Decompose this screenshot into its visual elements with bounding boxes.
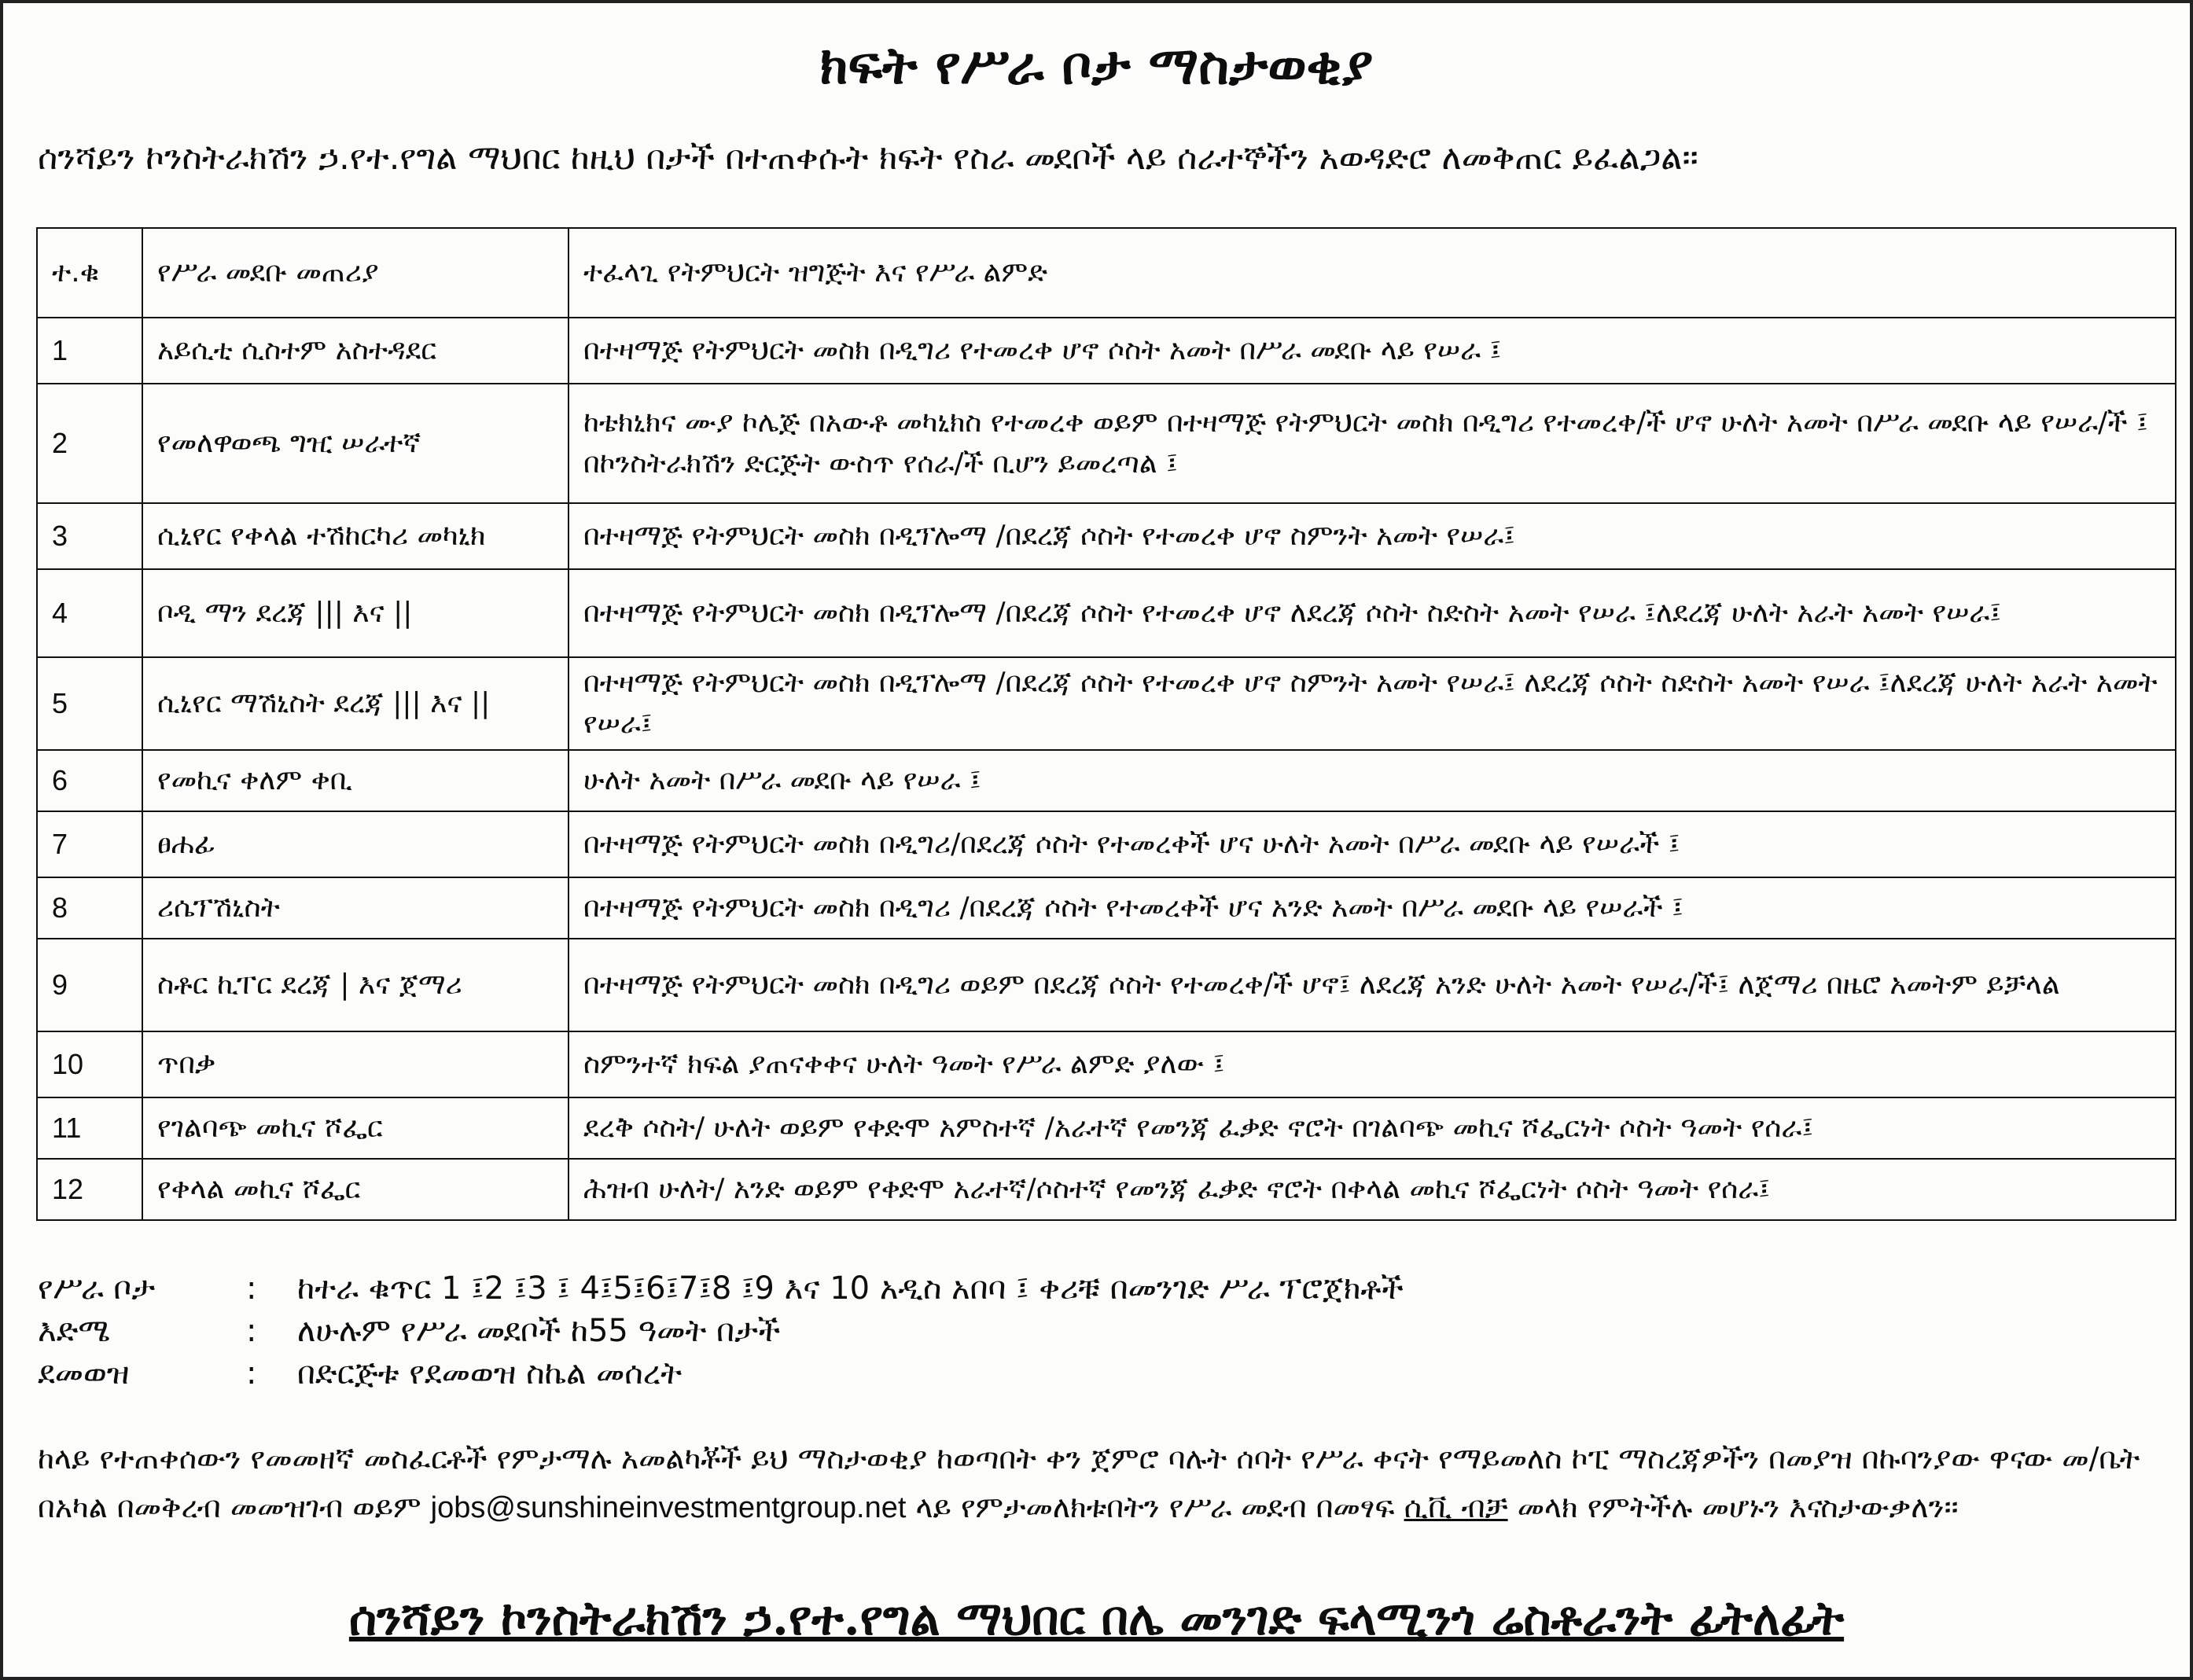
row-job-title: የመኪና ቀለም ቀቢ [142,750,568,811]
row-requirements: ሕዝብ ሁለት/ አንድ ወይም የቀድሞ አራተኛ/ሶስተኛ የመንጃ ፈቃድ ኖሮት በቀላል መኪና ሾፌርነት ሶስት ዓመት የሰራ፤ [568,1159,2176,1220]
info-colon: : [246,1355,257,1391]
row-job-title: ሲኒየር ማሽኒስት ደረጃ ||| እና || [142,657,568,750]
table-row [37,1159,2176,1220]
contact-email: jobs@sunshineinvestmentgroup.net [430,1491,907,1524]
row-requirements: ከቴክኒክና ሙያ ኮሌጅ በአውቶ መካኒክስ የተመረቀ ወይም በተዛማጅ የትምህርት መስክ በዲግሪ የተመረቀ/ች ሆኖ ሁለት አመት በሥራ መደቡ ላይ የሠራ/ች ፤ በኮንስትራክሽን ድርጅት ውስጥ የሰራ/ች ቢሆን ይመረጣል ፤ [568,384,2176,503]
table-row [37,811,2176,877]
info-label: እድሜ [38,1313,110,1349]
row-requirements: በተዛማጅ የትምህርት መስክ በዲግሪ ወይም በደረጃ ሶስት የተመረቀ/ች ሆኖ፤ ለደረጃ አንድ ሁለት አመት የሠራ/ች፤ ለጀማሪ በዜሮ አመትም ይቻላል [568,939,2176,1031]
cv-only-emphasis: ሲቪ ብቻ [1404,1490,1508,1524]
row-number: 11 [37,1097,142,1159]
row-requirements: ደረቅ ሶስት/ ሁለት ወይም የቀድሞ አምስተኛ /አራተኛ የመንጃ ፈቃድ ኖሮት በገልባጭ መኪና ሾፌርነት ሶስት ዓመት የሰራ፤ [568,1097,2176,1159]
row-requirements: በተዛማጅ የትምህርት መስክ በዲፕሎማ /በደረጃ ሶስት የተመረቀ ሆኖ ስምንት አመት የሠራ፤ [568,503,2176,569]
row-job-title: አይሲቲ ሲስተም አስተዳደር [142,318,568,384]
row-requirements: ሁለት አመት በሥራ መደቡ ላይ የሠራ ፤ [568,750,2176,811]
row-requirements: በተዛማጅ የትምህርት መስክ በዲግሪ የተመረቀ ሆኖ ሶስት አመት በሥራ መደቡ ላይ የሠራ ፤ [568,318,2176,384]
row-number: 6 [37,750,142,811]
info-label: የሥራ ቦታ [38,1270,156,1307]
table-row [37,877,2176,939]
table-header-row [37,228,2176,318]
info-label: ደመወዝ [38,1355,130,1391]
row-job-title: ፀሐፊ [142,811,568,877]
intro-text: ሰንሻይን ኮንስትራክሽን ኃ.የተ.የግል ማህበር ከዚህ በታች በተጠቀሱት ክፍት የስራ መደቦች ላይ ሰራተኞችን አወዳድሮ ለመቅጠር ይፈልጋል፡፡ [38,138,1698,178]
row-job-title: ጥበቃ [142,1031,568,1097]
row-number: 12 [37,1159,142,1220]
table-row [37,657,2176,750]
closing-text-1: ከላይ የተጠቀሰውን የመመዘኛ መስፈርቶች የምታማሉ አመልካቾች ይህ ማስታወቂያ ከወጣበት ቀን ጀምሮ ባሉት ሰባት የሥራ ቀናት የማይመለስ ኮፒ ማስረጃዎችን በመያዝ በኩባንያው ዋናው መ/ቤት በአካል በመቅረብ መመዝገብ ወይም [38,1441,2140,1524]
table-row [37,503,2176,569]
row-number: 9 [37,939,142,1031]
header-job-title: የሥራ መደቡ መጠሪያ [142,228,568,318]
table-row [37,939,2176,1031]
row-number: 4 [37,569,142,657]
info-value: ለሁሉም የሥራ መደቦች ከ55 ዓመት በታች [297,1313,781,1349]
info-value: በድርጅቱ የደመወዝ ስኬል መሰረት [297,1355,683,1391]
table-row [37,1097,2176,1159]
row-job-title: ሲኒየር የቀላል ተሽከርካሪ መካኒክ [142,503,568,569]
row-number: 8 [37,877,142,939]
header-number: ተ.ቁ [37,228,142,318]
row-number: 3 [37,503,142,569]
row-job-title: ስቶር ኪፐር ደረጃ | እና ጀማሪ [142,939,568,1031]
closing-text-2: ላይ የምታመለክቱበትን የሥራ መደብ በመፃፍ [915,1490,1395,1524]
row-requirements: በተዛማጅ የትምህርት መስክ በዲፕሎማ /በደረጃ ሶስት የተመረቀ ሆኖ ለደረጃ ሶስት ስድስት አመት የሠራ ፤ለደረጃ ሁለት አራት አመት የሠራ፤ [568,569,2176,657]
row-requirements: ስምንተኛ ክፍል ያጠናቀቀና ሁለት ዓመት የሥራ ልምድ ያለው ፤ [568,1031,2176,1097]
info-value: ከተራ ቁጥር 1 ፤2 ፤3 ፤ 4፤5፤6፤7፤8 ፤9 እና 10 አዲስ አበባ ፤ ቀሪቹ በመንገድ ሥራ ፕሮጀክቶች [297,1270,1404,1307]
row-number: 5 [37,657,142,750]
row-job-title: ሪሴፕሽኒስት [142,877,568,939]
row-job-title: የገልባጭ መኪና ሾፌር [142,1097,568,1159]
table-row [37,750,2176,811]
company-address-footer: ሰንሻይን ኮንስትራክሽን ኃ.የተ.የግል ማህበር በሌ መንገድ ፍላሚንጎ ሬስቶራንት ፊትለፊት [348,1591,1845,1646]
table-body [37,318,2176,1220]
table-row [37,384,2176,503]
announcement-title: ክፍት የሥራ ቦታ ማስታወቂያ [819,35,1374,96]
row-requirements: በተዛማጅ የትምህርት መስክ በዲግሪ/በደረጃ ሶስት የተመረቀች ሆና ሁለት አመት በሥራ መደቡ ላይ የሠራች ፤ [568,811,2176,877]
info-colon: : [246,1313,257,1349]
row-requirements: በተዛማጅ የትምህርት መስክ በዲፕሎማ /በደረጃ ሶስት የተመረቀ ሆኖ ስምንት አመት የሠራ፤ ለደረጃ ሶስት ስድስት አመት የሠራ ፤ለደረጃ ሁለት አራት አመት የሠራ፤ [568,657,2176,750]
row-job-title: የቀላል መኪና ሾፌር [142,1159,568,1220]
row-number: 10 [37,1031,142,1097]
job-table [36,227,2176,1221]
row-job-title: ቦዲ ማን ደረጃ ||| እና || [142,569,568,657]
row-number: 1 [37,318,142,384]
table-row [37,1031,2176,1097]
row-number: 2 [37,384,142,503]
closing-text-3: መላክ የምትችሉ መሆኑን እናስታውቃለን፡፡ [1517,1490,1959,1524]
table-row [37,569,2176,657]
closing-paragraph [38,1434,2162,1532]
row-job-title: የመለዋወጫ ግዢ ሠራተኛ [142,384,568,503]
row-number: 7 [37,811,142,877]
table-row [37,318,2176,384]
header-requirements: ተፈላጊ የትምህርት ዝግጅት እና የሥራ ልምድ [568,228,2176,318]
info-colon: : [246,1270,257,1307]
row-requirements: በተዛማጅ የትምህርት መስክ በዲግሪ /በደረጃ ሶስት የተመረቀች ሆና አንድ አመት በሥራ መደቡ ላይ የሠራች ፤ [568,877,2176,939]
